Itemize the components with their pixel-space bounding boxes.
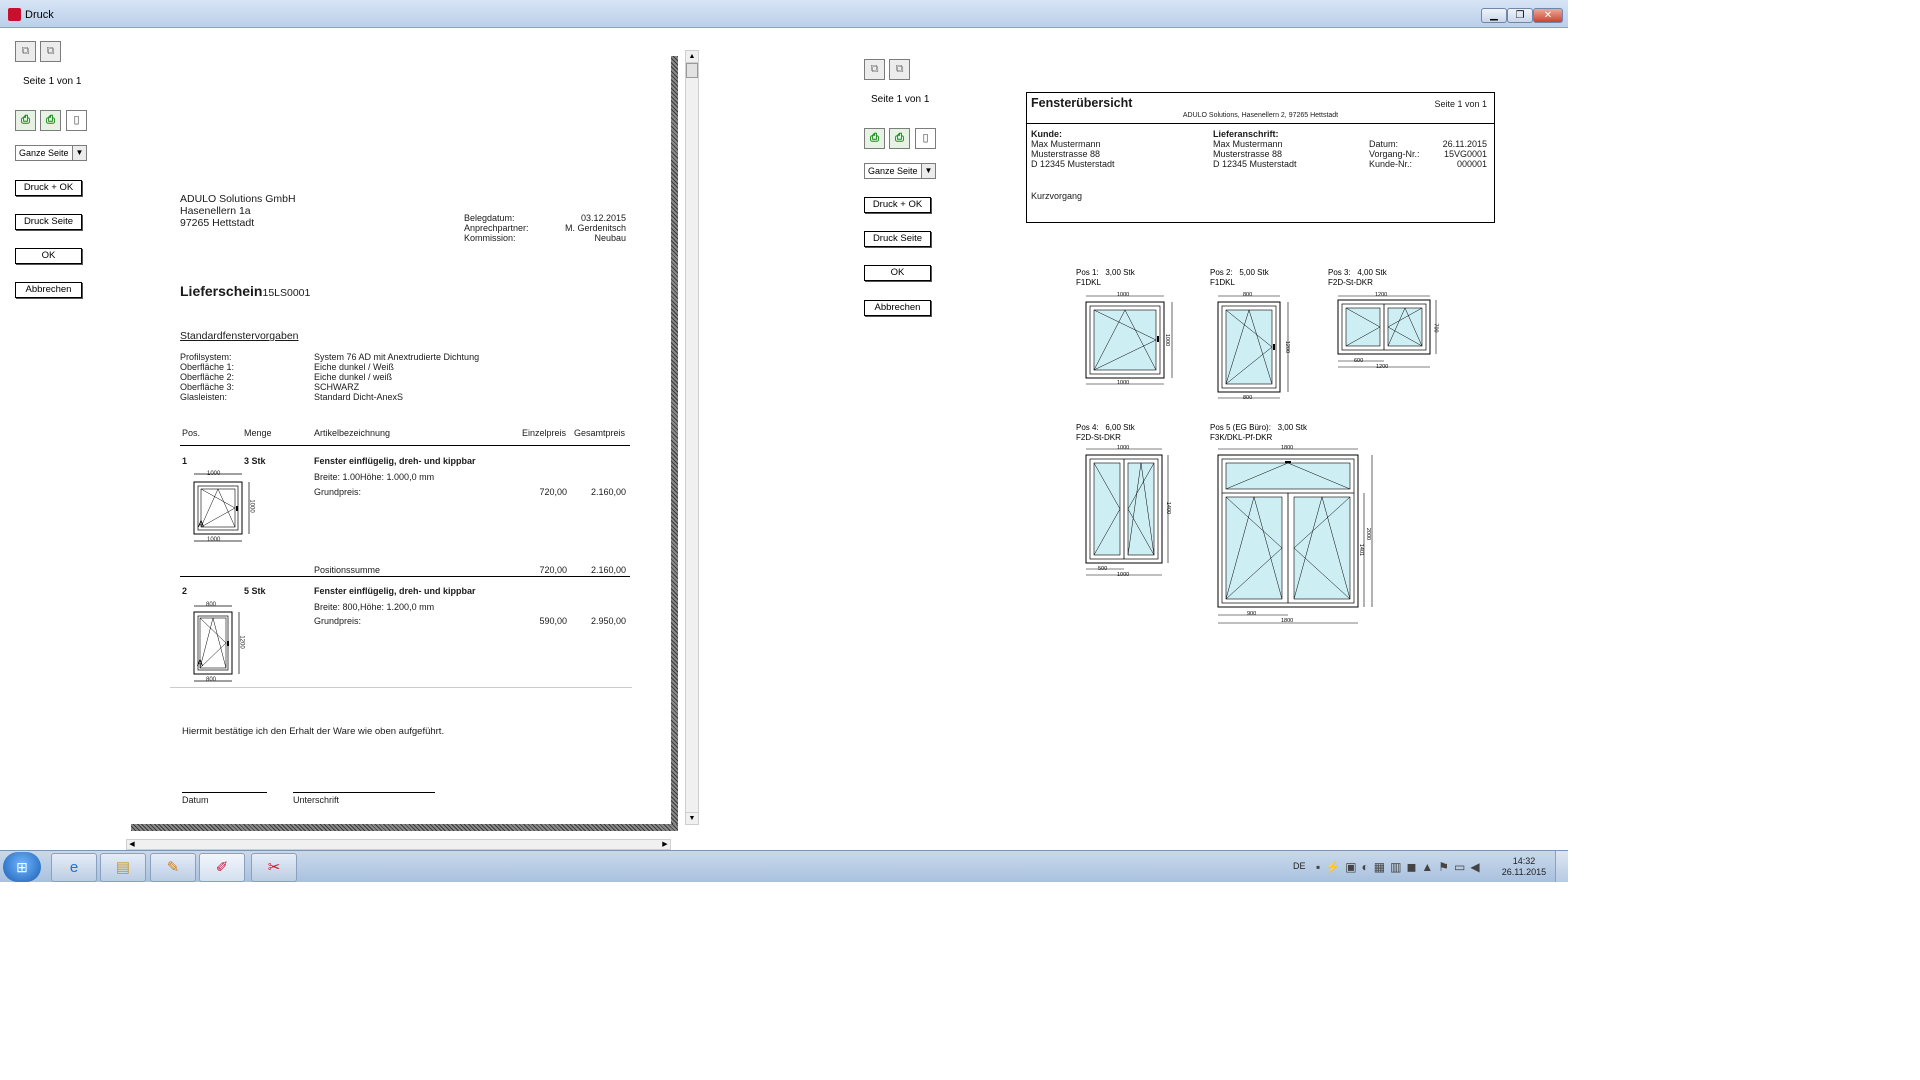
signature-label: Unterschrift — [293, 795, 340, 805]
overview-page: Seite 1 von 1 — [1434, 99, 1487, 109]
document-number: 15LS0001 — [262, 287, 311, 299]
sign-signature-line — [293, 792, 435, 793]
previous-page-icon[interactable]: ⧉ — [15, 41, 36, 62]
svg-text:A: A — [198, 519, 205, 529]
position-label — [1076, 423, 1135, 442]
position-qty: 3,00 Stk — [1277, 423, 1307, 432]
meta-value: 15VG0001 — [1443, 149, 1487, 159]
dim-label: 1200 — [1376, 364, 1389, 370]
previous-page-icon[interactable]: ⧉ — [864, 59, 885, 80]
item-pos: 2 — [182, 586, 188, 596]
dim-label: 800 — [206, 602, 217, 608]
position-type: F2D-St-DKR — [1076, 432, 1121, 442]
document-meta — [464, 213, 626, 243]
position-number: Pos 1: — [1076, 268, 1099, 277]
taskbar — [0, 850, 1568, 882]
dim-label: 800 — [1243, 395, 1253, 401]
item-price-label: Grundpreis: — [314, 616, 362, 626]
window-drawing-pos-5 — [1208, 443, 1388, 633]
file-explorer-icon[interactable]: ▤ — [100, 853, 146, 882]
next-page-icon[interactable]: ⧉ — [889, 59, 910, 80]
spec-label: Glasleisten: — [180, 392, 228, 402]
item-qty: 5 Stk — [244, 586, 266, 596]
dim-label: 900 — [1247, 611, 1257, 617]
cancel-button[interactable]: Abbrechen — [864, 300, 931, 316]
minimize-button[interactable]: ▁ — [1481, 8, 1507, 23]
window-drawing-pos-3 — [1328, 290, 1443, 370]
meta-label: Kommission: — [464, 233, 516, 243]
cancel-button[interactable]: Abbrechen — [15, 282, 82, 298]
item-unit-price: 590,00 — [539, 616, 567, 626]
item-qty: 3 Stk — [244, 456, 266, 466]
spec-label: Oberfläche 3: — [180, 382, 235, 392]
meta-value: Neubau — [594, 233, 626, 243]
position-qty: 5,00 Stk — [1239, 268, 1269, 277]
col-header-unit: Einzelpreis — [522, 428, 567, 438]
overview-header-box — [1026, 92, 1495, 223]
clock-date: 26.11.2015 — [1501, 867, 1547, 877]
spec-value: Eiche dunkel / weiß — [314, 372, 393, 382]
customer-block — [1031, 129, 1115, 169]
spec-list — [180, 352, 500, 402]
spec-value: System 76 AD mit Anextrudierte Dichtung — [314, 352, 480, 362]
document-type: Lieferschein — [180, 283, 263, 299]
clock[interactable] — [1500, 856, 1548, 878]
print-all-icon[interactable]: ⎙ — [15, 110, 36, 131]
system-tray-icons[interactable]: ▪⚡▣◐▦▥◼▲⚑▭◀ — [1316, 860, 1485, 874]
print-page-icon[interactable]: ⎙ — [40, 110, 61, 131]
start-button[interactable]: ⊞ — [3, 852, 41, 882]
delivery-name: Max Mustermann — [1213, 139, 1283, 149]
overview-rule — [1027, 123, 1494, 124]
horizontal-scrollbar[interactable] — [126, 839, 671, 850]
overview-meta — [1369, 139, 1487, 169]
zoom-select-value: Ganze Seite — [868, 166, 918, 176]
window-title: Druck — [25, 9, 54, 21]
spec-value: Eiche dunkel / Weiß — [314, 362, 394, 372]
position-qty: 3,00 Stk — [1105, 268, 1135, 277]
page-separator — [170, 687, 632, 688]
position-number: Pos 3: — [1328, 268, 1351, 277]
dim-label: 1200 — [1284, 340, 1291, 354]
vertical-scrollbar[interactable] — [685, 50, 699, 825]
dim-label: 2000 — [1365, 527, 1372, 541]
company-city: 97265 Hettstadt — [180, 217, 255, 229]
item-price-label: Grundpreis: — [314, 487, 362, 497]
spec-label: Oberfläche 2: — [180, 372, 235, 382]
scroll-up-icon[interactable]: ▲ — [686, 51, 698, 63]
meta-label: Kunde-Nr.: — [1369, 159, 1413, 169]
chevron-down-icon: ▼ — [921, 164, 935, 178]
subtotal-unit: 720,00 — [539, 565, 567, 575]
item-total-price: 2.950,00 — [590, 616, 626, 626]
dim-label: 1000 — [207, 471, 221, 477]
table-header-rule — [180, 445, 630, 446]
item-size: Breite: 1.00Höhe: 1.000,0 mm — [314, 472, 435, 482]
spec-label: Profilsystem: — [180, 352, 232, 362]
position-number: Pos 4: — [1076, 423, 1099, 432]
page-indicator: Seite 1 von 1 — [871, 94, 930, 105]
page-icon[interactable]: ▯ — [66, 110, 87, 131]
dim-label: 800 — [206, 677, 217, 683]
subtotal-total: 2.160,00 — [590, 565, 626, 575]
dim-label: 1000 — [1117, 572, 1130, 578]
position-number: Pos 5 (EG Büro): — [1210, 423, 1271, 432]
document-title — [180, 283, 310, 299]
dim-label: 700 — [1432, 323, 1439, 333]
col-header-pos: Pos. — [182, 428, 201, 438]
print-page-icon[interactable]: ⎙ — [889, 128, 910, 149]
position-label — [1210, 423, 1307, 442]
close-button[interactable]: ✕ — [1533, 8, 1563, 23]
internet-explorer-icon[interactable]: e — [51, 853, 97, 882]
delivery-block — [1213, 129, 1297, 169]
position-type: F1DKL — [1076, 277, 1101, 287]
delivery-note-page — [0, 0, 700, 850]
next-page-icon[interactable]: ⧉ — [40, 41, 61, 62]
print-ok-button[interactable]: Druck + OK — [15, 180, 82, 196]
dim-label: 1000 — [1164, 333, 1171, 347]
chevron-down-icon: ▼ — [72, 146, 86, 160]
customer-heading: Kunde: — [1031, 129, 1062, 139]
scroll-thumb[interactable] — [686, 63, 698, 78]
print-page-button[interactable]: Druck Seite — [864, 231, 931, 247]
subtotal-rule — [180, 576, 630, 577]
ok-button[interactable]: OK — [15, 248, 82, 264]
customer-name: Max Mustermann — [1031, 139, 1101, 149]
meta-value: 03.12.2015 — [580, 213, 626, 223]
meta-label: Datum: — [1369, 139, 1399, 149]
scroll-left-icon[interactable]: ◀ — [129, 841, 135, 848]
item-title: Fenster einflügelig, dreh- und kippbar — [314, 586, 476, 596]
dim-label: 1000 — [1117, 292, 1130, 298]
position-number: Pos 2: — [1210, 268, 1233, 277]
page-icon[interactable]: ▯ — [915, 128, 936, 149]
dim-label: 1800 — [1281, 445, 1294, 451]
position-type: F2D-St-DKR — [1328, 277, 1373, 287]
svg-text:A: A — [197, 658, 204, 668]
page-shadow-right — [671, 56, 678, 831]
dim-label: 600 — [1354, 358, 1364, 364]
subtotal-label: Positionssumme — [314, 565, 381, 575]
item-unit-price: 720,00 — [539, 487, 567, 497]
print-all-icon[interactable]: ⎙ — [864, 128, 885, 149]
snipping-tool-icon[interactable]: ✂ — [251, 853, 297, 882]
dim-label: 500 — [1098, 566, 1108, 572]
page-indicator: Seite 1 von 1 — [23, 76, 82, 87]
scroll-right-icon[interactable]: ▶ — [662, 841, 668, 848]
customer-street: Musterstrasse 88 — [1031, 149, 1101, 159]
item-pos: 1 — [182, 456, 188, 466]
item-title: Fenster einflügelig, dreh- und kippbar — [314, 456, 476, 466]
dim-label: 1000 — [248, 499, 255, 513]
overview-note: Kurzvorgang — [1031, 191, 1083, 201]
position-type: F1DKL — [1210, 277, 1235, 287]
maximize-button[interactable]: ❐ — [1507, 8, 1533, 23]
show-desktop-button[interactable] — [1555, 851, 1568, 882]
company-address — [180, 193, 340, 229]
delivery-heading: Lieferanschrift: — [1213, 129, 1279, 139]
meta-label: Belegdatum: — [464, 213, 515, 223]
section-title: Standardfenstervorgaben — [180, 330, 299, 342]
meta-value: 000001 — [1456, 159, 1487, 169]
col-header-qty: Menge — [244, 428, 272, 438]
dim-label: 1800 — [1281, 618, 1294, 624]
meta-label: Vorgang-Nr.: — [1369, 149, 1420, 159]
dim-label: 1000 — [207, 537, 221, 543]
page-shadow-bottom — [131, 824, 678, 831]
zoom-select[interactable] — [864, 163, 936, 179]
print-ok-button[interactable]: Druck + OK — [864, 197, 931, 213]
date-signature-line — [182, 792, 267, 793]
position-qty: 4,00 Stk — [1357, 268, 1387, 277]
company-street: Hasenellern 1a — [180, 205, 251, 217]
dim-label: 1200 — [1375, 292, 1388, 298]
date-label: Datum — [182, 795, 209, 805]
language-indicator[interactable]: DE — [1293, 861, 1306, 871]
position-label — [1210, 268, 1269, 287]
paint-icon[interactable]: ✎ — [150, 853, 196, 882]
item-size: Breite: 800,Höhe: 1.200,0 mm — [314, 602, 435, 612]
dim-label: 1000 — [1117, 380, 1130, 386]
print-app-icon[interactable]: ✐ — [199, 853, 245, 882]
delivery-street: Musterstrasse 88 — [1213, 149, 1283, 159]
dim-label: 1401 — [1358, 543, 1365, 557]
position-label — [1076, 268, 1135, 287]
overview-title: Fensterübersicht — [1031, 96, 1133, 110]
overview-company-line: ADULO Solutions, Hasenellern 2, 97265 Hettstadt — [1182, 112, 1339, 119]
ok-button[interactable]: OK — [864, 265, 931, 281]
print-page-button[interactable]: Druck Seite — [15, 214, 82, 230]
col-header-total: Gesamtpreis — [574, 428, 626, 438]
dim-label: 1000 — [1117, 445, 1130, 451]
spec-label: Oberfläche 1: — [180, 362, 235, 372]
scroll-down-icon[interactable]: ▼ — [686, 812, 698, 824]
spec-value: Standard Dicht-AnexS — [314, 392, 404, 402]
dim-label: 1200 — [238, 635, 245, 649]
zoom-select-value: Ganze Seite — [19, 148, 69, 158]
position-qty: 6,00 Stk — [1105, 423, 1135, 432]
confirmation-text: Hiermit bestätige ich den Erhalt der Ware wie oben aufgeführt. — [182, 726, 445, 737]
col-header-desc: Artikelbezeichnung — [314, 428, 391, 438]
window-drawing-item-2 — [186, 598, 256, 688]
meta-value: 26.11.2015 — [1442, 139, 1487, 149]
spec-value: SCHWARZ — [314, 382, 360, 392]
dim-label: 800 — [1243, 292, 1253, 298]
position-label — [1328, 268, 1387, 287]
clock-time: 14:32 — [1512, 856, 1536, 866]
customer-city: D 12345 Musterstadt — [1031, 159, 1115, 169]
item-total-price: 2.160,00 — [590, 487, 626, 497]
meta-label: Anprechpartner: — [464, 223, 529, 233]
window-drawing-pos-4 — [1076, 443, 1176, 583]
meta-value: M. Gerdenitsch — [564, 223, 626, 233]
delivery-city: D 12345 Musterstadt — [1213, 159, 1297, 169]
position-type: F3K/DKL-Pf-DKR — [1210, 432, 1273, 442]
dim-label: 1400 — [1165, 501, 1172, 515]
company-name: ADULO Solutions GmbH — [180, 193, 296, 205]
